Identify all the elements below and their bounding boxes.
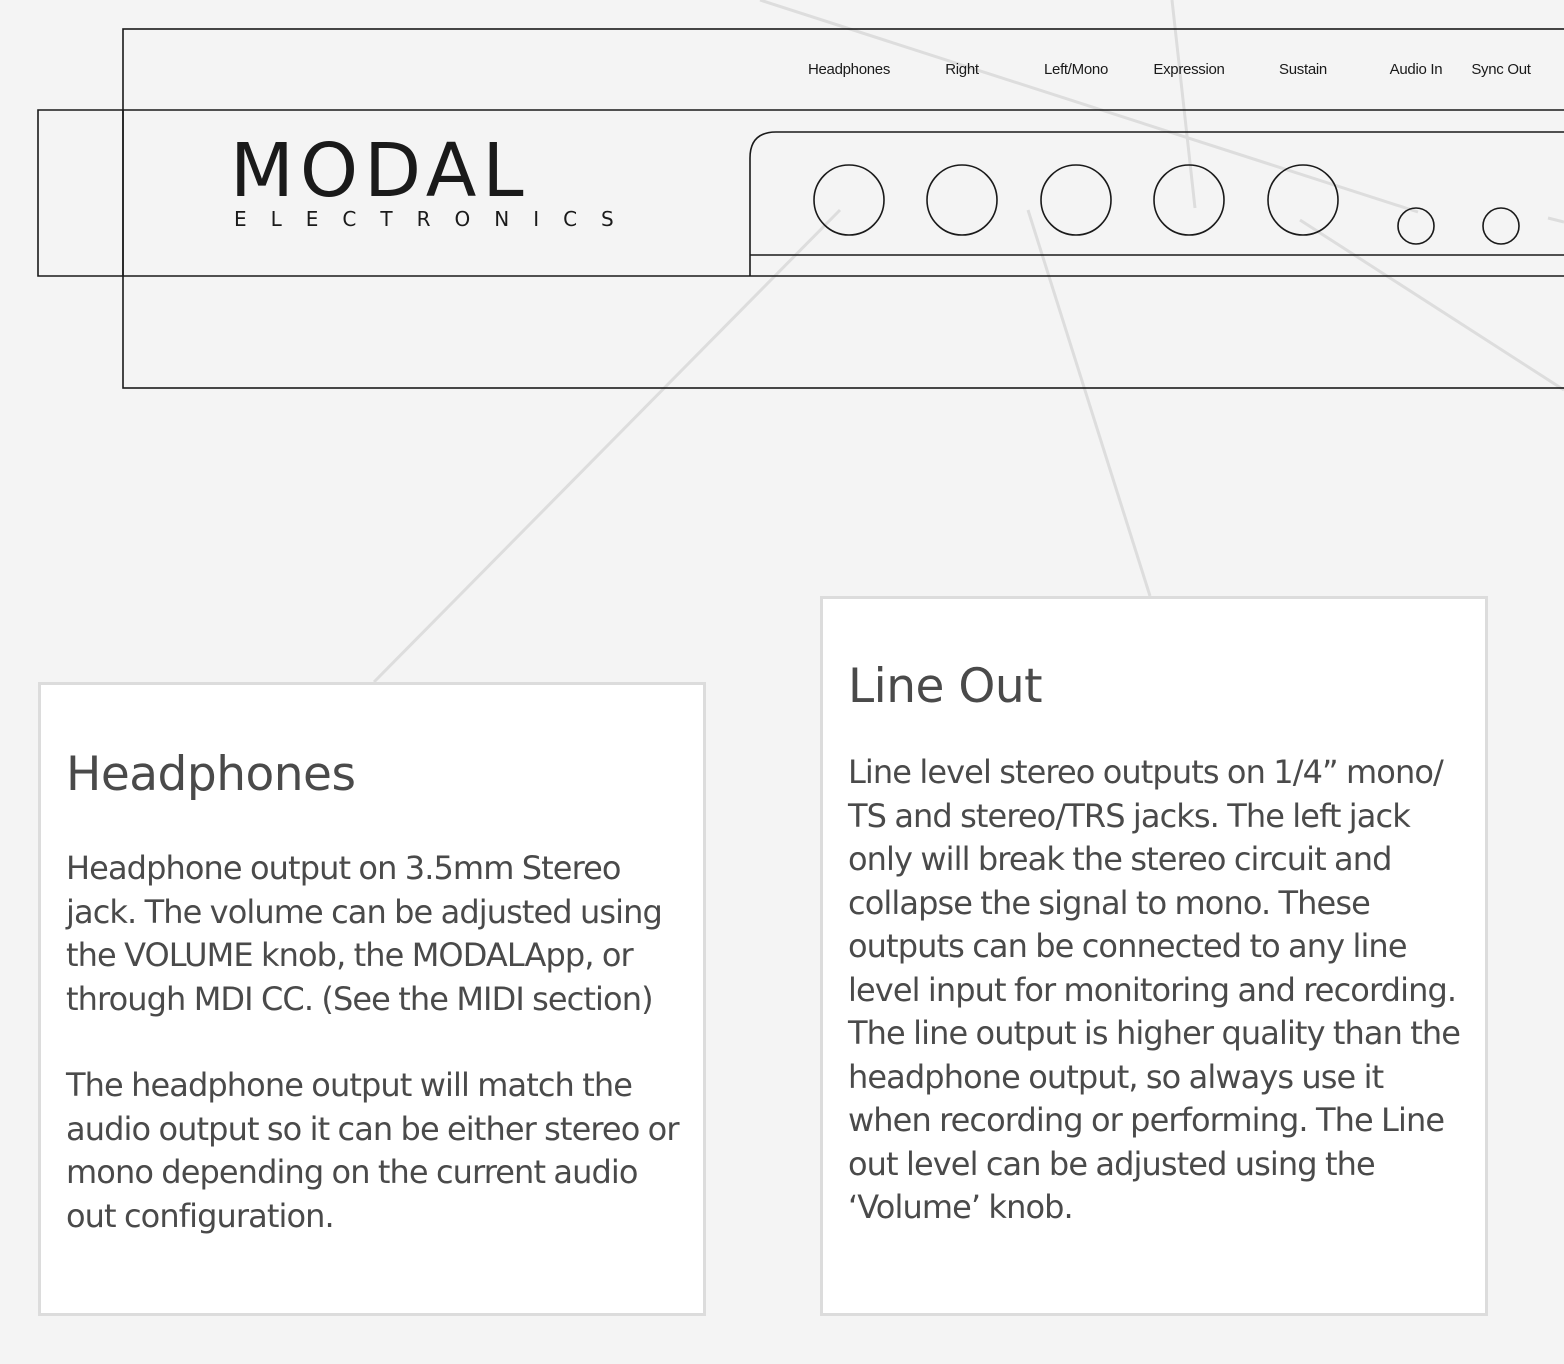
callout-headphones-paragraph: Headphone output on 3.5mm Stereo jack. The volume can be adjusted using the VOLUME knob, the MODALApp, or through MDI CC. (See the MIDI section): [66, 849, 662, 1018]
leader-line-line-out: [1028, 210, 1150, 596]
logo-brand: MODAL: [230, 128, 530, 214]
logo-subline: ELECTRONICS: [234, 207, 638, 231]
jack-sync-out: [1483, 208, 1519, 244]
callout-headphones-body: [66, 847, 683, 1238]
leader-lines: [374, 0, 1564, 682]
port-label-sustain: Sustain: [1279, 61, 1327, 78]
callout-headphones-paragraph: The headphone output will match the audio output so it can be either stereo or mono depending on the current audio out configuration.: [66, 1066, 679, 1235]
port-label-sync-out: Sync Out: [1471, 61, 1531, 78]
port-label-left-mono: Left/Mono: [1043, 61, 1109, 78]
jacks: [814, 165, 1519, 244]
jack-right: [927, 165, 997, 235]
port-label-right: Right: [945, 61, 979, 78]
callout-line-out-body: [848, 751, 1469, 1230]
jack-headphones: [814, 165, 884, 235]
port-label-audio-in: Audio In: [1389, 61, 1443, 78]
leader-line-top-diagonal: [760, 0, 1418, 212]
callout-headphones: [38, 682, 706, 1316]
modal-logo: [230, 128, 638, 231]
port-label-expression: Expression: [1153, 61, 1225, 78]
callout-line-out-paragraph: Line level stereo outputs on 1/4” mono/ TS and stereo/TRS jacks. The left jack only will break the stereo circuit and collapse the signal to mono. These outputs can be connected to any line level input for monitoring and recording. The line output is higher quality than the headphone output, so always use it when recording or performing. The Line out level can be adjusted using the ‘Volume’ knob.: [848, 753, 1461, 1226]
callout-line-out-title: Line Out: [848, 659, 1043, 714]
callout-headphones-title: Headphones: [66, 747, 356, 802]
leader-line-expression: [1172, 0, 1195, 208]
leader-line-sync-out: [1548, 218, 1564, 222]
leader-line-sustain: [1300, 220, 1564, 390]
port-labels: [808, 61, 1532, 78]
port-label-headphones: Headphones: [807, 61, 891, 78]
leader-line-headphones: [374, 210, 840, 682]
jack-expression: [1154, 165, 1224, 235]
jack-audio-in: [1398, 208, 1434, 244]
jack-left-mono: [1041, 165, 1111, 235]
callout-line-out: [820, 596, 1488, 1316]
